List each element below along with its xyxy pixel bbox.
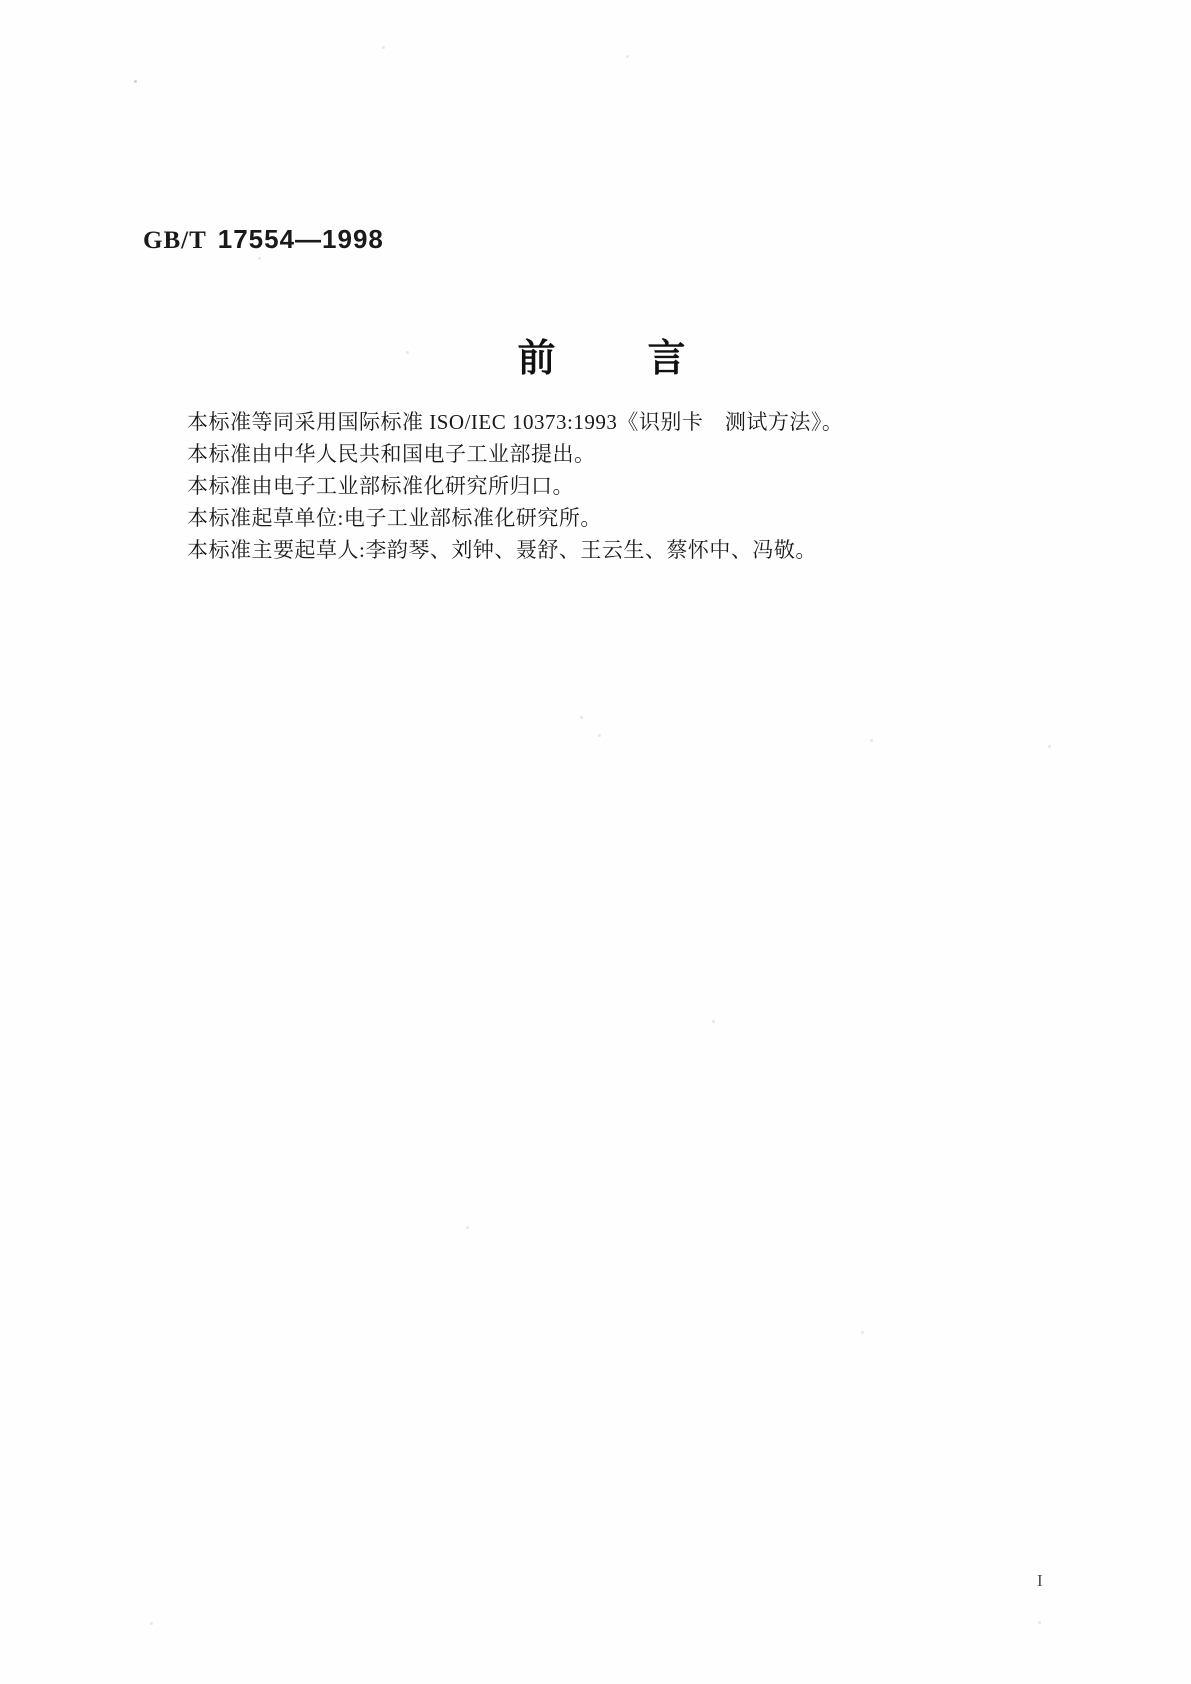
foreword-paragraph: 本标准起草单位:电子工业部标准化研究所。 — [187, 506, 602, 530]
scan-speck — [861, 1331, 864, 1334]
standard-code: GB/T — [143, 227, 207, 254]
foreword-paragraph: 本标准主要起草人:李韵琴、刘钟、聂舒、王云生、蔡怀中、冯敬。 — [187, 538, 817, 562]
scan-speck — [134, 80, 137, 83]
foreword-paragraph: 本标准等同采用国际标准 ISO/IEC 10373:1993《识别卡 测试方法》。 — [187, 410, 844, 434]
foreword-title — [6, 337, 1191, 381]
scan-speck — [258, 257, 261, 260]
scan-speck — [712, 1020, 715, 1023]
scan-speck — [406, 351, 409, 354]
scan-speck — [1038, 1621, 1041, 1624]
scan-speck — [598, 734, 601, 737]
scan-speck — [466, 1226, 469, 1229]
scan-speck — [382, 46, 385, 49]
foreword-paragraph: 本标准由中华人民共和国电子工业部提出。 — [187, 442, 596, 466]
foreword-title-char-left: 前 — [517, 338, 556, 380]
page-number: I — [1037, 1571, 1043, 1590]
scan-speck — [150, 1622, 153, 1625]
foreword-paragraph: 本标准由电子工业部标准化研究所归口。 — [187, 474, 574, 498]
standard-number-year: 17554—1998 — [217, 224, 384, 254]
foreword-title-char-right: 言 — [647, 338, 686, 380]
scan-speck — [1048, 745, 1051, 748]
scan-speck — [870, 739, 873, 742]
foreword-body — [145, 406, 1060, 566]
scan-speck — [580, 716, 583, 719]
scan-speck — [626, 55, 629, 58]
standard-designation — [143, 224, 384, 255]
